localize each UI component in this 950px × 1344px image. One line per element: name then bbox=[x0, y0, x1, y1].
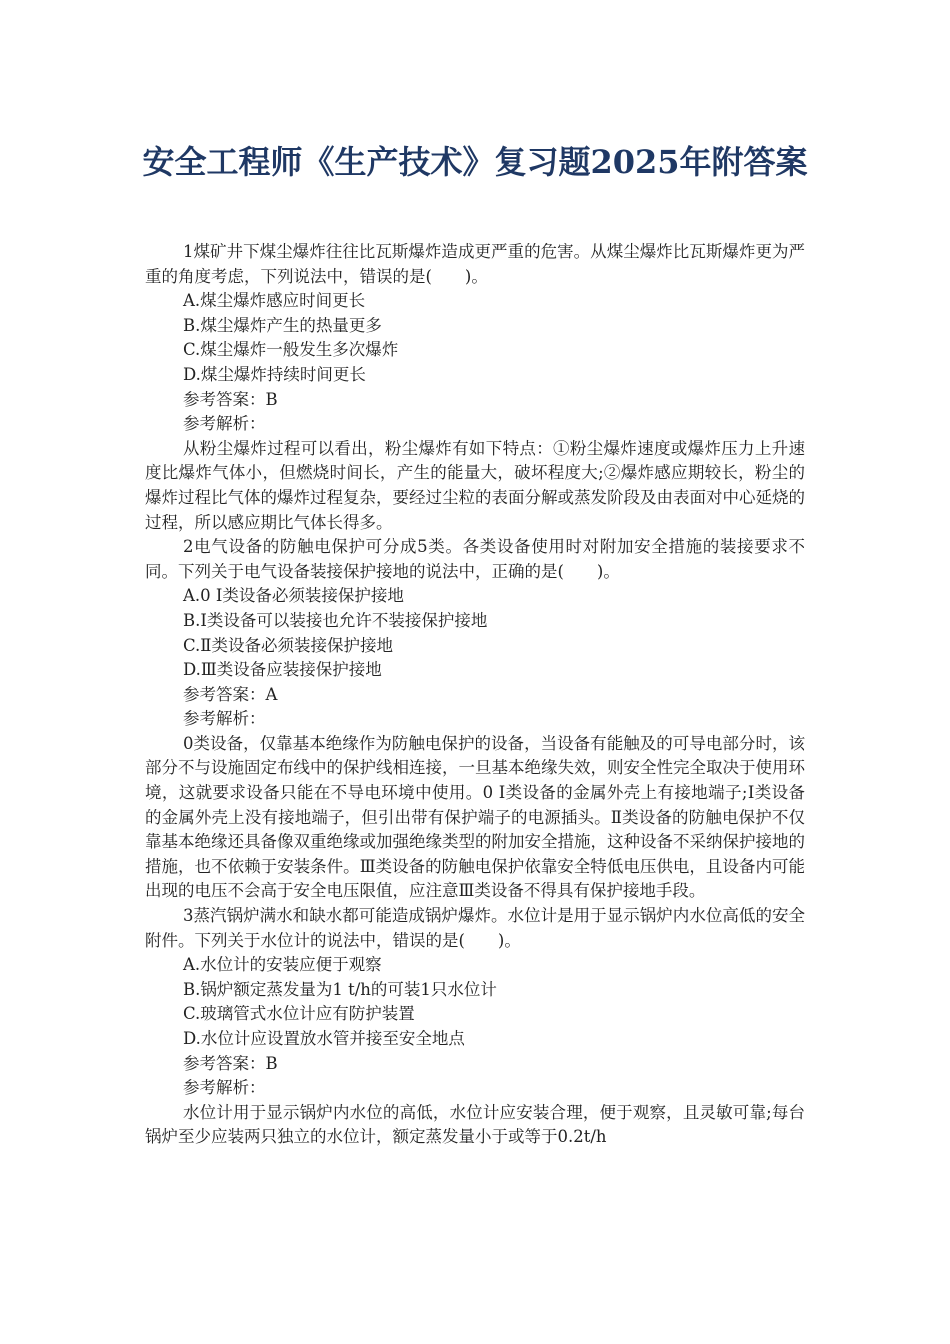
option-a: A.0 Ⅰ类设备必须装接保护接地 bbox=[183, 586, 404, 606]
analysis-text: 从粉尘爆炸过程可以看出，粉尘爆炸有如下特点：①粉尘爆炸速度或爆炸压力上升速度比爆炸气体小，但燃烧时间长，产生的能量大，破坏程度大;②爆炸感应期较长，粉尘的爆炸过程比气体的爆炸过程复杂，要经过尘粒的表面分解或蒸发阶段及由表面对中心延烧的过程，所以感应期比气体长得多。 bbox=[145, 438, 805, 532]
option-b: B.Ⅰ类设备可以装接也允许不装接保护接地 bbox=[183, 610, 488, 630]
analysis-label: 参考解析： bbox=[183, 1078, 266, 1098]
option-d: D.煤尘爆炸持续时间更长 bbox=[183, 364, 366, 384]
question-stem: 1煤矿井下煤尘爆炸往往比瓦斯爆炸造成更严重的危害。从煤尘爆炸比瓦斯爆炸更为严重的角度考虑，下列说法中，错误的是( )。 bbox=[145, 242, 805, 286]
analysis-text: 0类设备，仅靠基本绝缘作为防触电保护的设备，当设备有能触及的可导电部分时，该部分不与设施固定布线中的保护线相连接，一旦基本绝缘失效，则安全性完全取决于使用环境，这就要求设备只能在不导电环境中使用。0 Ⅰ类设备的金属外壳上有接地端子;Ⅰ类设备的金属外壳上没有接地端子，但引出带有保护端子的电源插头。Ⅱ类设备的防触电保护不仅靠基本绝缘还具备像双重绝缘或加强绝缘类型的附加安全措施，这种设备不采纳保护接地的措施，也不依赖于安装条件。Ⅲ类设备的防触电保护依靠安全特低电压供电，且设备内可能出现的电压不会高于安全电压限值，应注意Ⅲ类设备不得具有保护接地手段。 bbox=[145, 733, 805, 901]
page-title: 安全工程师《生产技术》复习题2025年附答案 bbox=[142, 143, 808, 181]
option-c: C.Ⅱ类设备必须装接保护接地 bbox=[183, 635, 393, 655]
option-b: B.煤尘爆炸产生的热量更多 bbox=[183, 315, 382, 335]
option-c: C.玻璃管式水位计应有防护装置 bbox=[183, 1004, 415, 1024]
question-stem: 3蒸汽锅炉满水和缺水都可能造成锅炉爆炸。水位计是用于显示锅炉内水位高低的安全附件。下列关于水位计的说法中，错误的是( )。 bbox=[145, 906, 805, 950]
analysis-label: 参考解析： bbox=[183, 709, 266, 729]
answer: 参考答案：A bbox=[183, 684, 278, 704]
option-b: B.锅炉额定蒸发量为1 t/h的可装1只水位计 bbox=[183, 979, 497, 999]
question-2 bbox=[145, 535, 805, 904]
option-a: A.水位计的安装应便于观察 bbox=[183, 955, 382, 975]
question-1 bbox=[145, 240, 805, 535]
option-d: D.水位计应设置放水管并接至安全地点 bbox=[183, 1029, 465, 1048]
answer: 参考答案：B bbox=[183, 389, 278, 409]
analysis-label: 参考解析： bbox=[183, 414, 266, 434]
option-a: A.煤尘爆炸感应时间更长 bbox=[183, 291, 366, 311]
document-body bbox=[145, 240, 805, 1150]
option-d: D.Ⅲ类设备应装接保护接地 bbox=[183, 660, 382, 680]
question-stem: 2电气设备的防触电保护可分成5类。各类设备使用时对附加安全措施的装接要求不同。下列关于电气设备装接保护接地的说法中，正确的是( )。 bbox=[145, 537, 805, 581]
option-c: C.煤尘爆炸一般发生多次爆炸 bbox=[183, 340, 399, 360]
question-3 bbox=[145, 904, 805, 1150]
answer: 参考答案：B bbox=[183, 1053, 278, 1073]
analysis-text: 水位计用于显示锅炉内水位的高低，水位计应安装合理，便于观察，且灵敏可靠;每台锅炉至少应装两只独立的水位计，额定蒸发量小于或等于0.2t/h bbox=[145, 1102, 805, 1147]
